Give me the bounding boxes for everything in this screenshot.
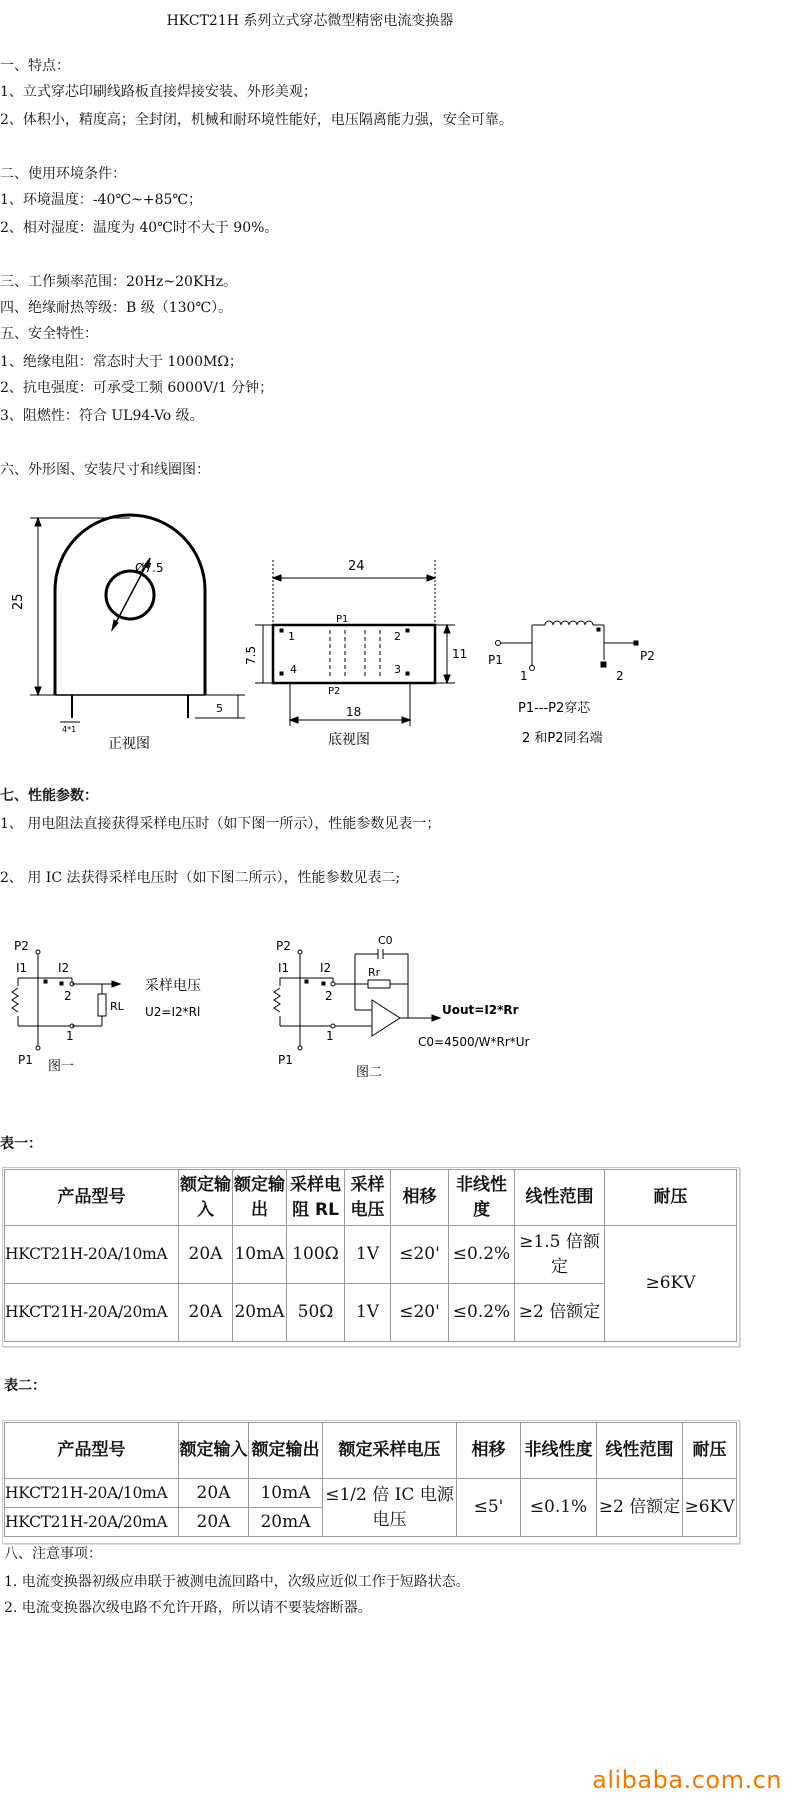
table1-header-phase: 相移 bbox=[391, 1170, 449, 1226]
page-title: HKCT21H 系列立式穿芯微型精密电流变换器 bbox=[166, 13, 454, 29]
fig2-rr-label: Rr bbox=[368, 966, 381, 979]
fig1-formula: U2=I2*Rl bbox=[145, 1005, 201, 1019]
table2-header-model: 产品型号 bbox=[5, 1423, 179, 1479]
fig1-pin2-label: 2 bbox=[64, 989, 72, 1003]
performance-1: 1、 用电阻法直接获得采样电压时（如下图一所示），性能参数见表一； bbox=[0, 816, 441, 832]
table2-header-output: 额定输出 bbox=[249, 1423, 323, 1479]
bottom-pin2-label: 2 bbox=[394, 630, 401, 643]
performance-heading: 七、性能参数： bbox=[0, 788, 98, 804]
features-heading: 一、特点： bbox=[0, 58, 70, 74]
coil-caption-1: P1---P2穿芯 bbox=[518, 701, 591, 716]
fig2-c0-label: C0 bbox=[378, 934, 393, 947]
bottom-view-drawing bbox=[255, 560, 455, 726]
table1-r1-nonlinearity: ≤0.2% bbox=[449, 1226, 515, 1284]
bottom-p1-label: P1 bbox=[336, 614, 349, 625]
table2-r1-model: HKCT21H-20A/10mA bbox=[5, 1479, 179, 1508]
fig1-caption: 图一 bbox=[48, 1059, 75, 1074]
safety-2: 2、抗电强度：可承受工频 6000V/1 分钟； bbox=[0, 380, 274, 396]
frequency-range: 三、工作频率范围：20Hz~20KHz。 bbox=[0, 274, 237, 290]
coil-pin1-label: 1 bbox=[520, 669, 528, 683]
table1-r2-linear-range: ≥2 倍额定 bbox=[515, 1284, 605, 1342]
table2-header-sample-voltage: 额定采样电压 bbox=[323, 1423, 457, 1479]
table2-header-withstand: 耐压 bbox=[683, 1423, 737, 1479]
table1-r2-voltage: 1V bbox=[345, 1284, 391, 1342]
table2-phase: ≤5' bbox=[457, 1479, 521, 1537]
fig2-i1-label: I1 bbox=[278, 961, 290, 975]
fig2-pin1-label: 1 bbox=[326, 1029, 334, 1043]
table1-r2-nonlinearity: ≤0.2% bbox=[449, 1284, 515, 1342]
front-diameter-label: Ø7.5 bbox=[135, 561, 164, 575]
table2-sample-voltage: ≤1/2 倍 IC 电源电压 bbox=[323, 1479, 457, 1537]
bottom-dim-right-label: 11 bbox=[452, 647, 468, 661]
safety-3: 3、阻燃性：符合 UL94-Vo 级。 bbox=[0, 408, 204, 424]
fig1-p1-label: P1 bbox=[18, 1053, 33, 1067]
safety-1: 1、绝缘电阻：常态时大于 1000MΩ； bbox=[0, 354, 243, 370]
feature-2: 2、体积小，精度高；全封闭，机械和耐环境性能好，电压隔离能力强，安全可靠。 bbox=[0, 112, 513, 128]
bottom-pin4-label: 4 bbox=[290, 663, 297, 676]
coil-p1-label: P1 bbox=[488, 653, 503, 667]
table1-header-output: 额定输出 bbox=[233, 1170, 287, 1226]
coil-pin2-label: 2 bbox=[616, 669, 624, 683]
table2-r2-input: 20A bbox=[179, 1508, 249, 1537]
outline-drawings bbox=[0, 500, 800, 760]
table1-r2-resistor: 50Ω bbox=[287, 1284, 345, 1342]
fig2-uout-label: Uout=I2*Rr bbox=[442, 1003, 519, 1017]
environment-2: 2、相对湿度：温度为 40℃时不大于 90%。 bbox=[0, 220, 279, 236]
table1 bbox=[4, 1169, 737, 1342]
table1-header-resistor: 采样电阻 RL bbox=[287, 1170, 345, 1226]
table1-header-withstand: 耐压 bbox=[605, 1170, 737, 1226]
fig2-p2-label: P2 bbox=[276, 939, 291, 953]
table1-r2-input: 20A bbox=[179, 1284, 233, 1342]
table2-label: 表二： bbox=[4, 1378, 46, 1394]
notes-heading: 八、注意事项： bbox=[4, 1546, 102, 1562]
fig2-caption: 图二 bbox=[356, 1065, 383, 1080]
bottom-pin1-label: 1 bbox=[288, 630, 295, 643]
fig1-i1-label: I1 bbox=[16, 961, 28, 975]
table1-withstand-voltage: ≥6KV bbox=[605, 1226, 737, 1342]
environment-heading: 二、使用环境条件： bbox=[0, 166, 126, 182]
circuit-figures bbox=[0, 930, 800, 1080]
table1-r1-voltage: 1V bbox=[345, 1226, 391, 1284]
front-view-drawing bbox=[30, 515, 245, 722]
outline-heading: 六、外形图、安装尺寸和线圈图： bbox=[0, 462, 210, 478]
table1-r1-input: 20A bbox=[179, 1226, 233, 1284]
table-row bbox=[5, 1226, 737, 1284]
table2-header-nonlinearity: 非线性度 bbox=[521, 1423, 597, 1479]
table2 bbox=[4, 1422, 737, 1537]
table1-header-input: 额定输入 bbox=[179, 1170, 233, 1226]
table1-r1-phase: ≤20' bbox=[391, 1226, 449, 1284]
table1-r2-model: HKCT21H-20A/20mA bbox=[5, 1284, 179, 1342]
coil-p2-label: P2 bbox=[640, 649, 655, 663]
table1-label: 表一： bbox=[0, 1136, 42, 1152]
table-row bbox=[5, 1479, 737, 1508]
table2-header-phase: 相移 bbox=[457, 1423, 521, 1479]
fig1-pin1-label: 1 bbox=[66, 1029, 74, 1043]
front-pin-width-label: 4*1 bbox=[62, 725, 77, 734]
table1-r2-output: 20mA bbox=[233, 1284, 287, 1342]
table1-r2-phase: ≤20' bbox=[391, 1284, 449, 1342]
table2-header-input: 额定输入 bbox=[179, 1423, 249, 1479]
table1-header-row bbox=[5, 1170, 737, 1226]
note-1: 1. 电流变换器初级应串联于被测电流回路中，次级应近似工作于短路状态。 bbox=[4, 1574, 470, 1590]
fig2-formula: C0=4500/W*Rr*Ur bbox=[418, 1035, 530, 1049]
table2-r1-output: 10mA bbox=[249, 1479, 323, 1508]
coil-diagram bbox=[496, 621, 639, 671]
table1-header-nonlinearity: 非线性度 bbox=[449, 1170, 515, 1226]
bottom-view-caption: 底视图 bbox=[328, 732, 370, 748]
safety-heading: 五、安全特性： bbox=[0, 326, 98, 342]
bottom-dim-bottom-label: 18 bbox=[346, 705, 362, 719]
fig1-i2-label: I2 bbox=[58, 961, 70, 975]
fig1-p2-label: P2 bbox=[14, 939, 29, 953]
bottom-pin3-label: 3 bbox=[394, 663, 401, 676]
table1-r1-linear-range: ≥1.5 倍额定 bbox=[515, 1226, 605, 1284]
table1-header-linear-range: 线性范围 bbox=[515, 1170, 605, 1226]
feature-1: 1、立式穿芯印刷线路板直接焊接安装、外形美观； bbox=[0, 84, 317, 100]
table2-header-linear-range: 线性范围 bbox=[597, 1423, 683, 1479]
coil-caption-2: 2 和P2同名端 bbox=[522, 731, 603, 746]
table1-r1-model: HKCT21H-20A/10mA bbox=[5, 1226, 179, 1284]
table1-header-model: 产品型号 bbox=[5, 1170, 179, 1226]
table2-linear-range: ≥2 倍额定 bbox=[597, 1479, 683, 1537]
table1-r1-output: 10mA bbox=[233, 1226, 287, 1284]
table2-r2-output: 20mA bbox=[249, 1508, 323, 1537]
figure-2-circuit bbox=[274, 949, 440, 1050]
performance-2: 2、 用 IC 法获得采样电压时（如下图二所示），性能参数见表二; bbox=[0, 870, 401, 886]
fig1-voltage-label: 采样电压 bbox=[145, 978, 201, 994]
table1-r1-resistor: 100Ω bbox=[287, 1226, 345, 1284]
table2-header-row bbox=[5, 1423, 737, 1479]
alibaba-watermark: alibaba.com.cn bbox=[592, 1766, 782, 1794]
bottom-dim-left-label: 7.5 bbox=[244, 645, 258, 665]
front-pin-height-label: 5 bbox=[216, 702, 223, 715]
table2-r2-model: HKCT21H-20A/20mA bbox=[5, 1508, 179, 1537]
table2-nonlinearity: ≤0.1% bbox=[521, 1479, 597, 1537]
note-2: 2. 电流变换器次级电路不允许开路，所以请不要装熔断器。 bbox=[4, 1600, 372, 1616]
table2-r1-input: 20A bbox=[179, 1479, 249, 1508]
fig1-rl-label: RL bbox=[110, 1000, 124, 1013]
fig2-pin2-label: 2 bbox=[325, 989, 333, 1003]
environment-1: 1、环境温度：-40℃~+85℃； bbox=[0, 192, 203, 208]
front-view-caption: 正视图 bbox=[108, 736, 150, 752]
fig2-p1-label: P1 bbox=[278, 1053, 293, 1067]
bottom-p2-label: P2 bbox=[328, 686, 341, 697]
table2-withstand-voltage: ≥6KV bbox=[683, 1479, 737, 1537]
fig2-i2-label: I2 bbox=[320, 961, 332, 975]
insulation-class: 四、绝缘耐热等级：B 级（130℃）。 bbox=[0, 300, 233, 316]
table1-header-sample-voltage: 采样电压 bbox=[345, 1170, 391, 1226]
bottom-width-label: 24 bbox=[348, 559, 365, 574]
front-height-label: 25 bbox=[11, 593, 26, 610]
